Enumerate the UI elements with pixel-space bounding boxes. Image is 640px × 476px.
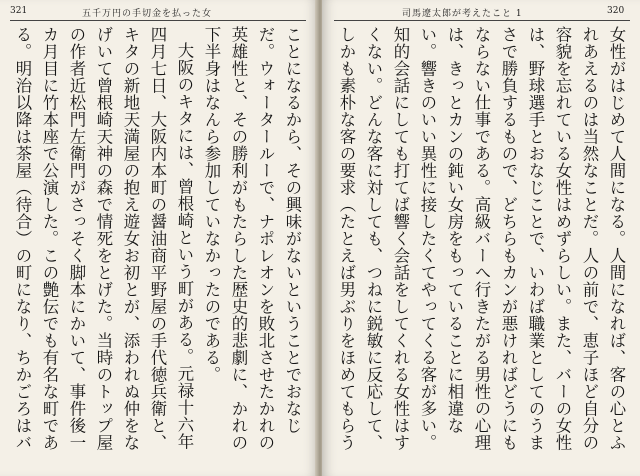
page-number: 320	[607, 6, 625, 16]
header-rule	[334, 20, 630, 21]
header-rule	[10, 20, 306, 21]
body-text	[12, 26, 306, 466]
paragraph: ことになるから、その興味がないということでおなじだ。ウォータールーで、ナポレオンを敗北させたかれの英雄性と、その勝利がもたらした歴史的悲劇に、かれの下半身はなんら参加していなかったのである。	[202, 26, 302, 451]
running-head: 司馬遼太郎が考えたこと 1	[402, 9, 523, 19]
right-page	[322, 0, 640, 476]
page-number: 321	[10, 6, 28, 16]
running-head: 五千万円の手切金を払った女	[82, 9, 213, 19]
paragraph: 大阪のキタには、曾根崎という町がある。元禄十六年四月七日、大阪内本町の醤油商平野屋の手代徳兵衛と、キタの新地天満屋の抱え遊女お初とが、添われぬ仲をなげいて曾根崎天神の森で情死をとげた。当時のトップ屋の作者近松門左衛門がさっそく脚本にかいて、事件後一カ月目に竹本座で公演した。この艶伝でも有名な町である。明治以降は茶屋（待合）の町になり、ちかごろはバ	[13, 26, 194, 451]
body-text	[336, 26, 630, 466]
paragraph: 女性がはじめて人間になる。人間になれば、客の心とふれあえるのは当然なことだ。人の前で、恵子ほど自分の容貌を忘れている女性はめずらしい。また、バーの女性は、野球選手とおなじことで、いわば職業としてのうまさで勝負するもので、どちらもカンが悪ければどうにもならない仕事である。高級バーへ行きたがる男性の心理は、きっとカンの鈍い女房をもっていることに相違ない。響きのいい異性に接したくてやってくる客が多い。知的会話にしても打てば響く会話をしてくれる女性はすくない。どんな客に対しても、つねに鋭敏に反応して、しかも素朴な客の要求（たとえば男ぶりをほめてもらう	[337, 26, 626, 451]
left-page	[0, 0, 318, 476]
